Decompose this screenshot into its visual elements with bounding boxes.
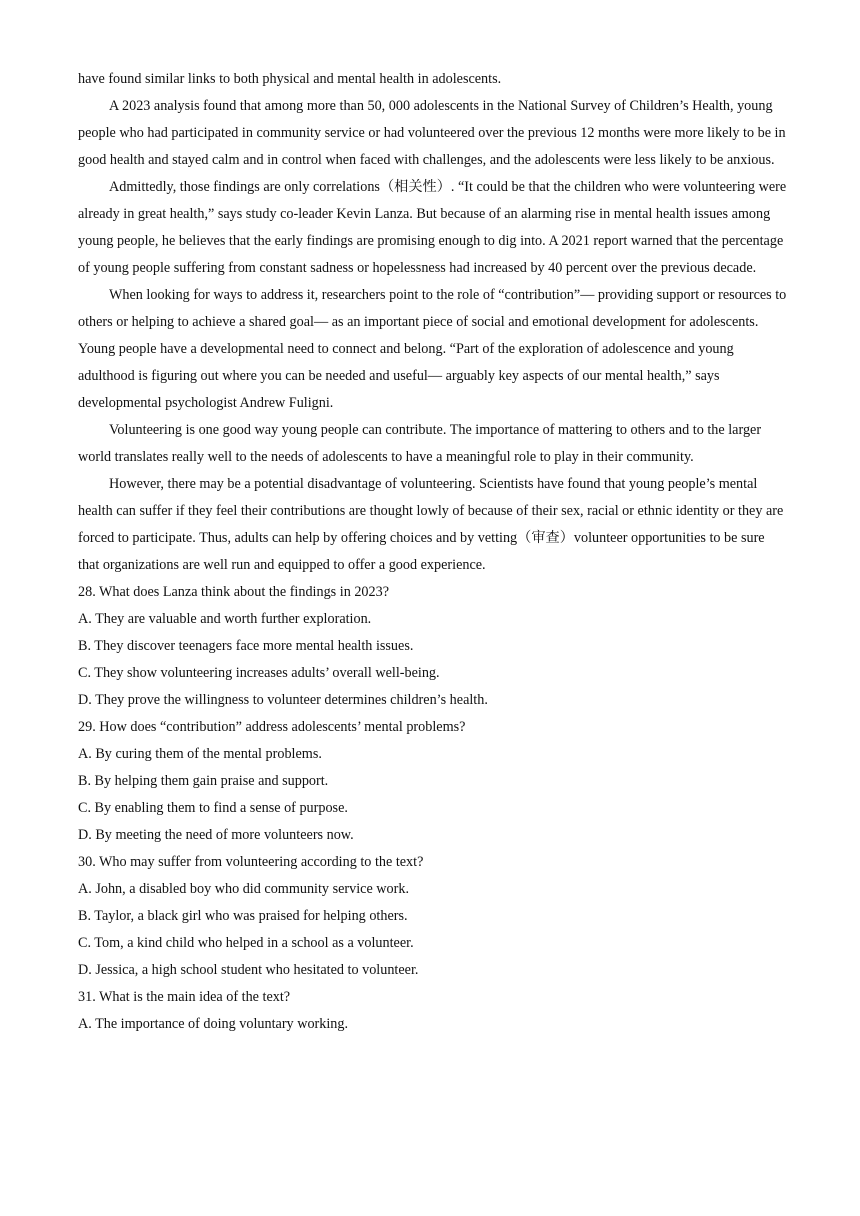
document-page [78,66,788,1038]
reading-passage [78,66,788,579]
passage-paragraph: Volunteering is one good way young people can contribute. The importance of mattering to others and to the larger world translates really well to the needs of adolescents to have a meaningful role to play in their community. [78,422,762,465]
question-31 [78,984,788,1038]
answer-option: A. The importance of doing voluntary working. [78,1016,349,1032]
answer-option: C. They show volunteering increases adults’ overall well-being. [78,665,440,681]
question-stem: 29. How does “contribution” address adolescents’ mental problems? [78,719,466,735]
passage-paragraph: However, there may be a potential disadvantage of volunteering. Scientists have found that young people’s mental health can suffer if they feel their contributions are thought lowly of because of their sex, racial or ethnic identity or they are forced to participate. Thus, adults can help by offering choices and by vetting（审查）volunteer opportunities to be sure that organizations are well run and equipped to offer a good experience. [78,476,784,573]
answer-option: A. They are valuable and worth further exploration. [78,611,372,627]
question-stem: 31. What is the main idea of the text? [78,989,291,1005]
passage-paragraph: A 2023 analysis found that among more than 50, 000 adolescents in the National Survey of Children’s Health, young people who had participated in community service or had volunteered over the previous 12 months were more likely to be in good health and stayed calm and in control when faced with challenges, and the adolescents were less likely to be anxious. [78,98,786,168]
answer-option: C. By enabling them to find a sense of purpose. [78,800,348,816]
answer-option: A. By curing them of the mental problems. [78,746,322,762]
answer-option: B. By helping them gain praise and support. [78,773,329,789]
answer-option: B. They discover teenagers face more mental health issues. [78,638,414,654]
answer-option: D. They prove the willingness to volunteer determines children’s health. [78,692,488,708]
answer-option: D. By meeting the need of more volunteers now. [78,827,354,843]
question-29 [78,714,788,849]
answer-option: B. Taylor, a black girl who was praised for helping others. [78,908,408,924]
passage-paragraph: Admittedly, those findings are only correlations（相关性）. “It could be that the children who were volunteering were already in great health,” says study co-leader Kevin Lanza. But because of an alarming rise in mental health issues among young people, he believes that the early findings are promising enough to dig into. A 2021 report warned that the percentage of young people suffering from constant sadness or hopelessness had increased by 40 percent over the previous decade. [78,179,787,276]
question-stem: 28. What does Lanza think about the findings in 2023? [78,584,390,600]
passage-paragraph: have found similar links to both physical and mental health in adolescents. [78,71,502,87]
answer-option: D. Jessica, a high school student who hesitated to volunteer. [78,962,419,978]
question-stem: 30. Who may suffer from volunteering according to the text? [78,854,424,870]
question-30 [78,849,788,984]
answer-option: A. John, a disabled boy who did community service work. [78,881,409,897]
passage-paragraph: When looking for ways to address it, researchers point to the role of “contribution”— providing support or resources to others or helping to achieve a shared goal— as an important piece of social and emotional development for adolescents. Young people have a developmental need to connect and belong. “Part of the exploration of adolescence and young adulthood is figuring out where you can be needed and useful— arguably key aspects of our mental health,” says developmental psychologist Andrew Fuligni. [78,287,787,411]
question-28 [78,579,788,714]
answer-option: C. Tom, a kind child who helped in a school as a volunteer. [78,935,414,951]
